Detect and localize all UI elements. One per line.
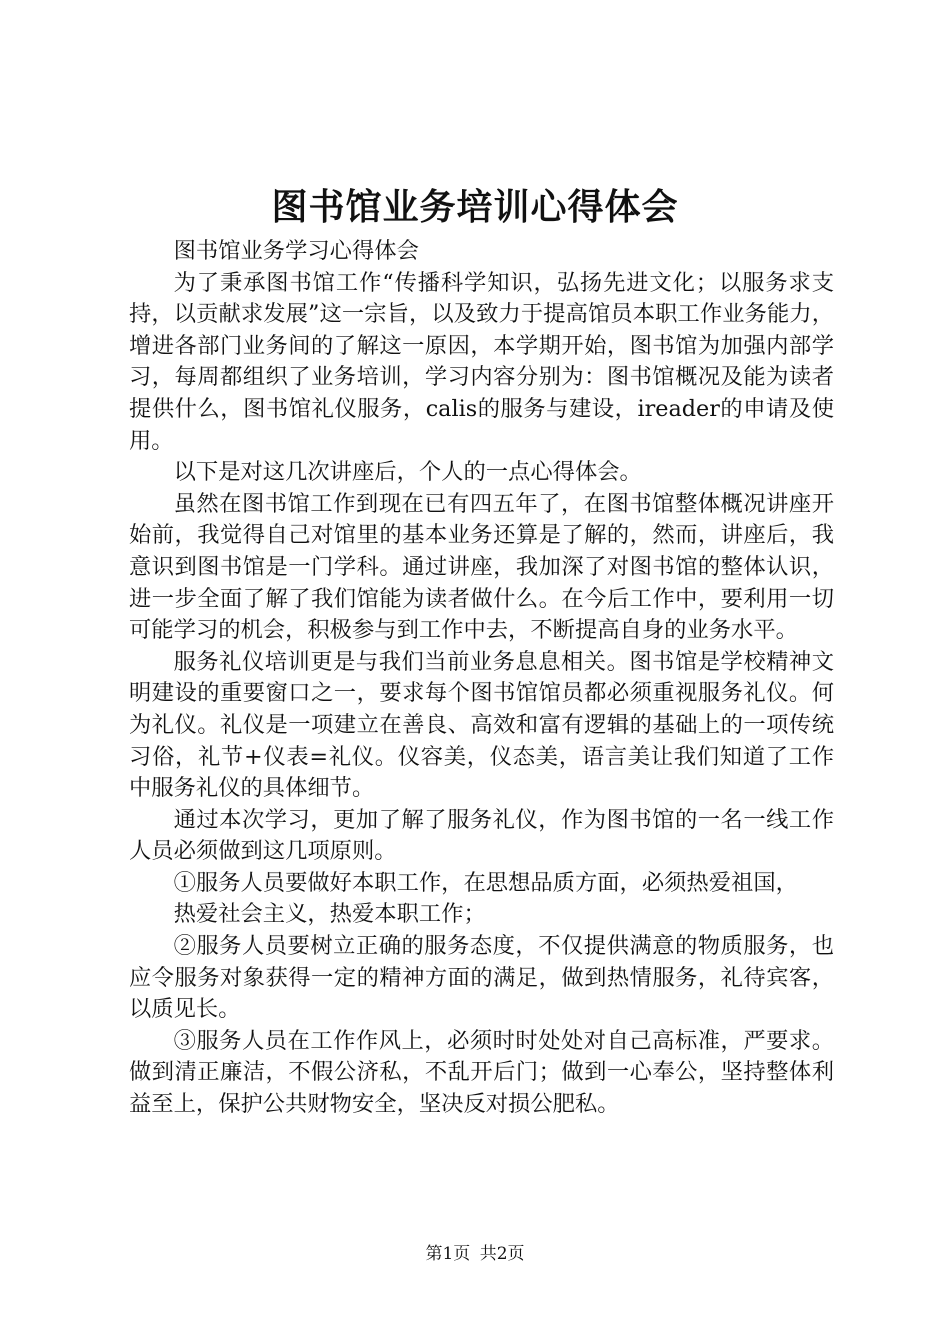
page-number: 第1页 — [425, 1244, 471, 1264]
total-pages: 共2页 — [479, 1244, 525, 1264]
body-paragraph: 服务礼仪培训更是与我们当前业务息息相关。图书馆是学校精神文明建设的重要窗口之一，要求每个图书馆馆员都必须重视服务礼仪。何为礼仪。礼仪是一项建立在善良、高效和富有逻辑的基础上的一项传统习俗，礼节+仪表=礼仪。仪容美，仪态美，语言美让我们知道了工作中服务礼仪的具体细节。 — [129, 648, 834, 802]
subtitle-paragraph: 图书馆业务学习心得体会 — [173, 238, 419, 264]
body-paragraph: 通过本次学习，更加了解了服务礼仪，作为图书馆的一名一线工作人员必须做到这几项原则。 — [129, 806, 834, 865]
principle-item-1-continuation: 热爱社会主义，热爱本职工作； — [173, 901, 486, 928]
body-paragraph: 为了秉承图书馆工作“传播科学知识，弘扬先进文化；以服务求支持，以贡献求发展”这一宗旨，以及致力于提高馆员本职工作业务能力，增进各部门业务间的了解这一原因，本学期开始，图书馆为加强内部学习，每周都组织了业务培训，学习内容分别为：图书馆概况及能为读者提供什么，图书馆礼仪服务，calis的服务与建设，ireader的申请及使用。 — [129, 269, 834, 454]
body-paragraph: 虽然在图书馆工作到现在已有四五年了，在图书馆整体概况讲座开始前，我觉得自己对馆里的基本业务还算是了解的，然而，讲座后，我意识到图书馆是一门学科。通过讲座，我加深了对图书馆的整体认识，进一步全面了解了我们馆能为读者做什么。在今后工作中，要利用一切可能学习的机会，积极参与到工作中去，不断提高自身的业务水平。 — [129, 490, 834, 644]
principle-item-1: ①服务人员要做好本职工作，在思想品质方面，必须热爱祖国， — [173, 869, 798, 896]
principle-item-3: ③服务人员在工作作风上，必须时时处处对自己高标准，严要求。做到清正廉洁，不假公济私，不乱开后门；做到一心奉公，坚持整体利益至上，保护公共财物安全，坚决反对损公肥私。 — [129, 1027, 834, 1118]
principle-item-2: ②服务人员要树立正确的服务态度，不仅提供满意的物质服务，也应令服务对象获得一定的精神方面的满足，做到热情服务，礼待宾客，以质见长。 — [129, 933, 834, 1023]
document-body — [129, 236, 834, 1121]
document-title: 图书馆业务培训心得体会 — [271, 187, 679, 228]
page-footer — [0, 1243, 950, 1265]
body-paragraph: 以下是对这几次讲座后，个人的一点心得体会。 — [173, 459, 642, 486]
